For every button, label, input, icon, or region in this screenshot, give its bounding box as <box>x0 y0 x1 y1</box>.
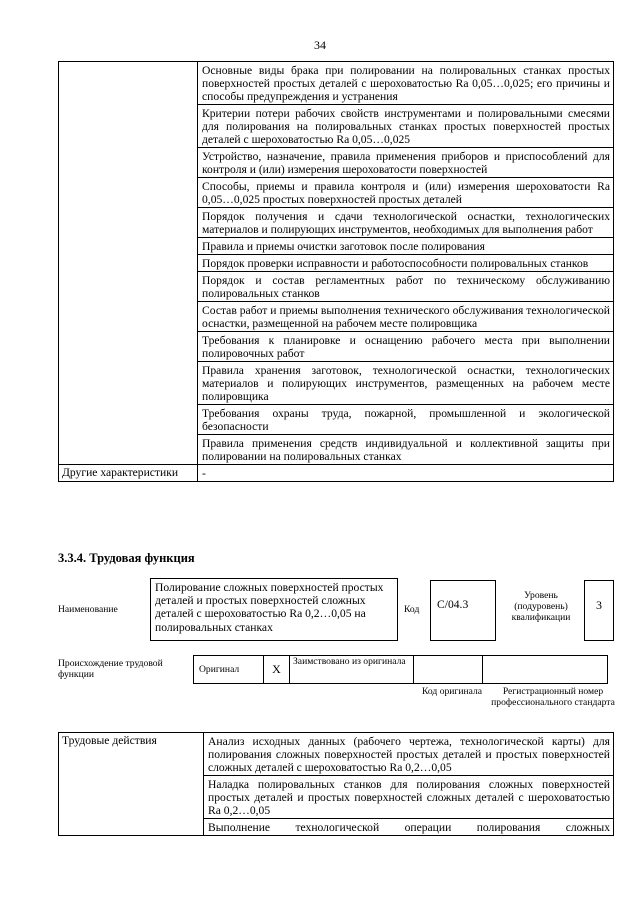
knowledge-item: Правила и приемы очистки заготовок после полирования <box>198 238 614 255</box>
registration-number-caption: Регистрационный номер профессионального стандарта <box>491 686 615 708</box>
origin-label: Происхождение трудовой функции <box>58 658 163 680</box>
labor-action-item: Выполнение технологической операции полирования сложных <box>208 821 610 834</box>
labor-action-item: Наладка полировальных станков для полирования сложных поверхностей простых деталей и простых поверхностей сложных деталей с шероховатостью Ra 0,2…0,05 <box>204 776 614 819</box>
knowledge-item: Устройство, назначение, правила применения приборов и приспособлений для контроля и (или) измерения шероховатости поверхностей <box>198 148 614 178</box>
knowledge-item: Критерии потери рабочих свойств инструментами и полировальными смесями для полирования на полировальных станках простых поверхностей простых деталей с шероховатостью Ra 0,05…0,025 <box>198 105 614 148</box>
knowledge-item: Правила применения средств индивидуальной и коллективной защиты при полировании на полировальных станках <box>198 435 614 465</box>
labor-actions-table <box>58 732 614 836</box>
page-number: 34 <box>314 38 326 52</box>
origin-table <box>193 655 608 684</box>
original-code-caption: Код оригинала <box>421 686 483 697</box>
name-label: Наименование <box>58 604 118 615</box>
section-heading: 3.3.4. Трудовая функция <box>58 551 195 565</box>
original-label: Оригинал <box>194 656 264 684</box>
level-label: Уровень (подуровень) квалификации <box>511 590 571 623</box>
knowledge-item: Требования охраны труда, пожарной, промышленной и экологической безопасности <box>198 405 614 435</box>
function-name-box: Полирование сложных поверхностей простых деталей и простых поверхностей сложных деталей с шероховатостью Ra 0,2…0,05 на полировальных станках <box>150 578 398 641</box>
knowledge-item: Порядок получения и сдачи технологической оснастки, технологических материалов и полирующих инструментов, необходимых для выполнения работ <box>198 208 614 238</box>
knowledge-table <box>58 61 614 482</box>
qualification-level-box: 3 <box>584 580 614 641</box>
labor-action-item: Анализ исходных данных (рабочего чертежа, технологической карты) для полирования сложных поверхностей простых деталей и простых поверхностей сложных деталей с шероховатостью Ra 0,2…0,05 <box>204 733 614 776</box>
labor-actions-label: Трудовые действия <box>59 733 204 836</box>
knowledge-item: Состав работ и приемы выполнения технического обслуживания технологической оснастки, размещенной на рабочем месте полировщика <box>198 302 614 332</box>
original-mark: X <box>264 656 290 684</box>
knowledge-item: Требования к планировке и оснащению рабочего места при выполнении полировочных работ <box>198 332 614 362</box>
borrowed-label: Заимствовано из оригинала <box>290 656 414 684</box>
other-characteristics-value: - <box>198 465 614 482</box>
other-characteristics-label: Другие характеристики <box>59 465 198 482</box>
function-code-box: C/04.3 <box>430 580 496 641</box>
code-label: Код <box>404 604 420 615</box>
registration-number-cell <box>483 656 608 684</box>
knowledge-item: Порядок проверки исправности и работоспособности полировальных станков <box>198 255 614 272</box>
knowledge-label-cell <box>59 62 198 465</box>
knowledge-item: Правила хранения заготовок, технологической оснастки, технологических материалов и полирующих инструментов, размещенных на рабочем месте полировщика <box>198 362 614 405</box>
knowledge-item: Основные виды брака при полировании на полировальных станках простых поверхностей простых деталей с шероховатостью Ra 0,05…0,025; его причины и способы предупреждения и устранения <box>198 62 614 105</box>
labor-action-item-partial <box>204 819 614 836</box>
knowledge-item: Способы, приемы и правила контроля и (или) измерения шероховатости Ra 0,05…0,025 простых поверхностей простых деталей <box>198 178 614 208</box>
original-code-cell <box>414 656 483 684</box>
knowledge-item: Порядок и состав регламентных работ по техническому обслуживанию полировальных станков <box>198 272 614 302</box>
